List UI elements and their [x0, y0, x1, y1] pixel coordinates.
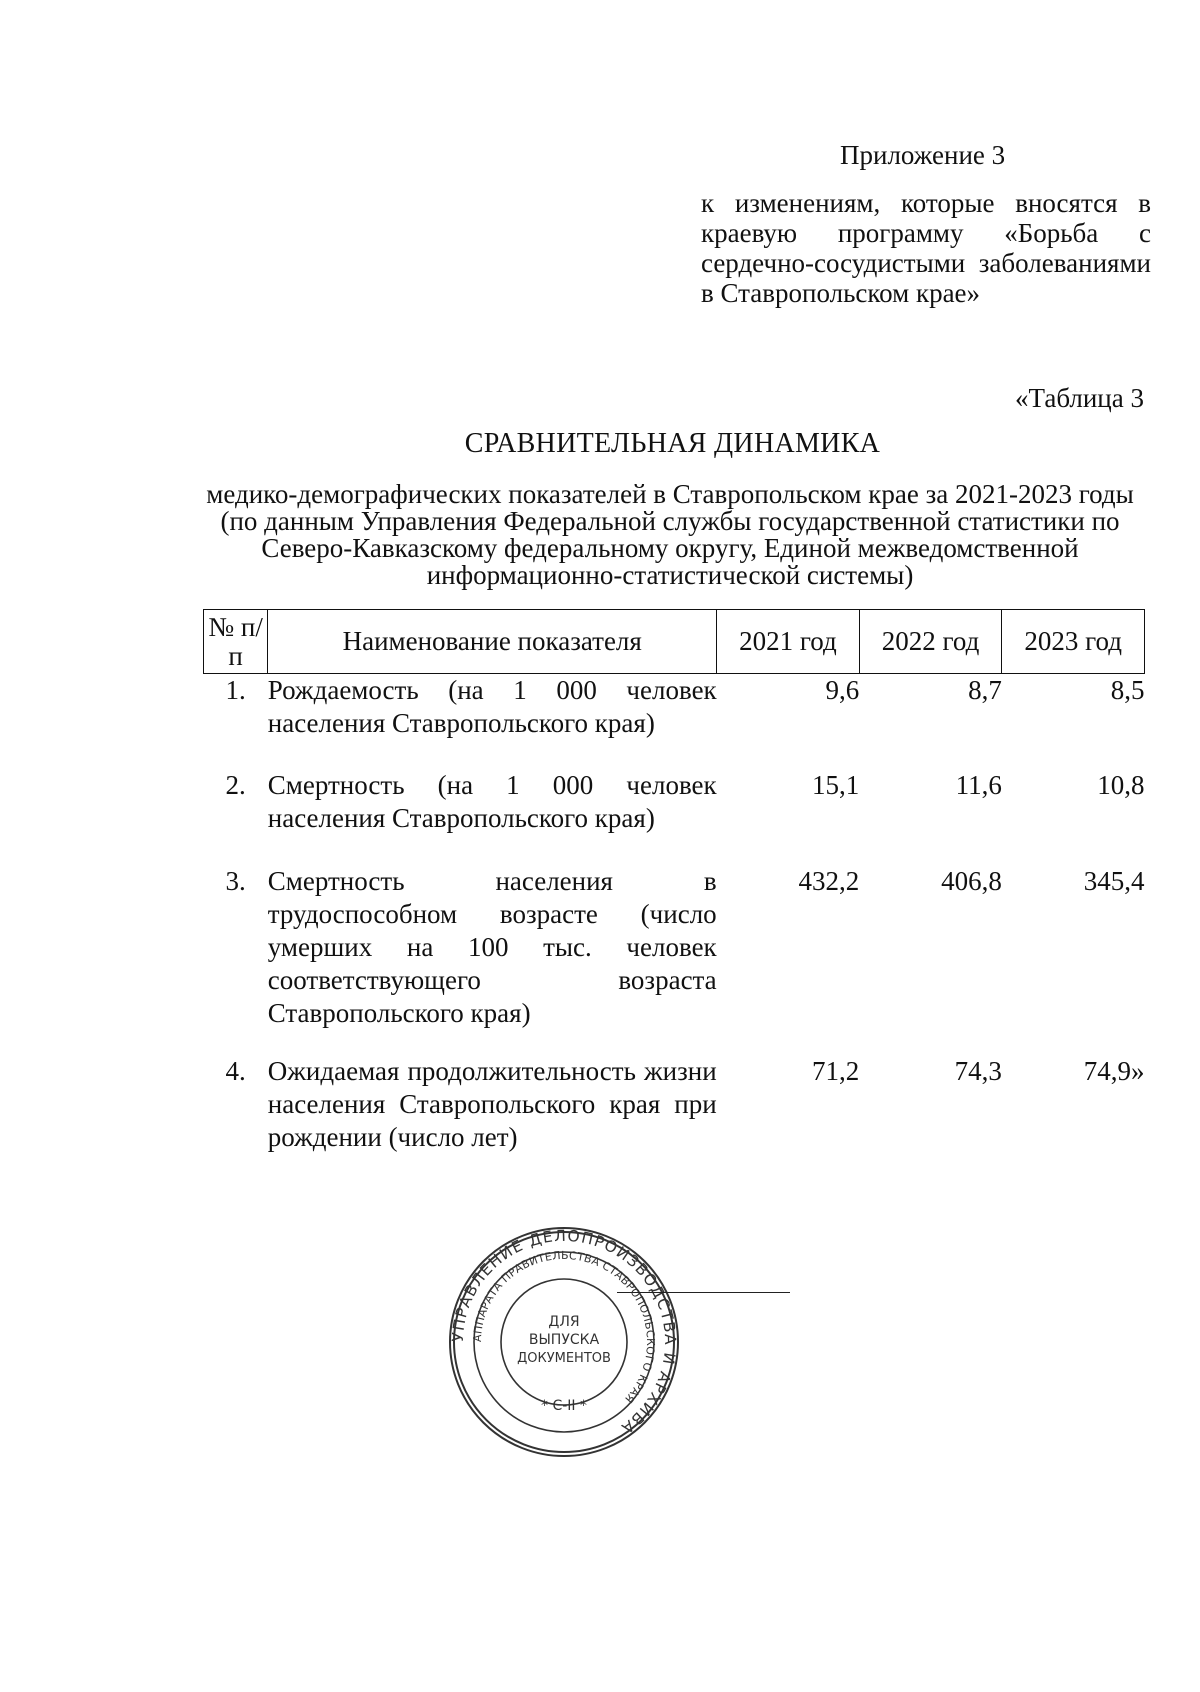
row-indicator-name: Смертность населения в трудоспособном возрасте (число умерших на 100 тыс. человек соответствующего возраста Ставропольского края) [267, 866, 717, 1028]
row-value-2023: 74,9» [1083, 1056, 1145, 1086]
row-value-2021: 71,2 [812, 1056, 860, 1086]
appendix-note: к изменениям, которые вносятся в краевую программу «Борьба с сердечно-сосудистыми заболеваниями в Ставропольском крае» [701, 188, 1151, 308]
stamp-center-line-1: ДЛЯ [548, 1314, 580, 1330]
appendix-title: Приложение 3 [840, 140, 1006, 170]
row-value-2022: 74,3 [954, 1056, 1002, 1086]
table-label: «Таблица 3 [1015, 383, 1144, 413]
row-number: 4. [225, 1056, 246, 1086]
row-indicator-name: Рождаемость (на 1 000 человек населения Ставропольского края) [267, 675, 717, 738]
official-stamp [448, 1226, 680, 1458]
stamp-center-line-2: ВЫПУСКА [528, 1332, 600, 1348]
stamp-center-line-3: ДОКУМЕНТОВ [517, 1351, 611, 1366]
header-2023: 2023 год [1002, 610, 1145, 674]
header-2022: 2022 год [859, 610, 1002, 674]
row-value-2021: 15,1 [812, 770, 860, 800]
row-number: 2. [225, 770, 246, 800]
stamp-outer-text: УПРАВЛЕНИЕ ДЕЛОПРОИЗВОДСТВА И АРХИВА [448, 1226, 680, 1438]
stamp-inner-text: АППАРАТА ПРАВИТЕЛЬСТВА СТАВРОПОЛЬСКОГО КРАЯ [470, 1248, 658, 1406]
table-row [204, 769, 1145, 865]
row-number: 1. [225, 675, 246, 705]
header-number: № п/п [204, 610, 268, 674]
stamp-code: * С-II * [541, 1398, 587, 1414]
indicators-table [203, 609, 1145, 1195]
header-2021: 2021 год [717, 610, 860, 674]
signature-line [617, 1292, 790, 1293]
table-row [204, 865, 1145, 1055]
row-value-2023: 8,5 [1110, 675, 1145, 705]
row-value-2023: 345,4 [1083, 866, 1145, 896]
row-value-2022: 406,8 [941, 866, 1002, 896]
row-value-2022: 11,6 [955, 770, 1002, 800]
row-value-2023: 10,8 [1097, 770, 1145, 800]
document-title: СРАВНИТЕЛЬНАЯ ДИНАМИКА [464, 428, 881, 459]
row-indicator-name: Смертность (на 1 000 человек населения Ставропольского края) [267, 770, 717, 833]
table-row [204, 674, 1145, 770]
header-indicator-name: Наименование показателя [268, 610, 717, 674]
table-header-row [204, 610, 1145, 674]
table-row [204, 1055, 1145, 1195]
row-value-2021: 9,6 [825, 675, 860, 705]
row-value-2022: 8,7 [968, 675, 1002, 705]
row-indicator-name: Ожидаемая продолжительность жизни населения Ставропольского края при рождении (число лет) [267, 1056, 717, 1152]
document-subtitle: медико-демографических показателей в Ставропольском крае за 2021-2023 годы (по данным Управления Федеральной службы государственной статистики по Северо-Кавказскому федеральному округу, Единой межведомственной информационно-статистической системы) [206, 479, 1134, 590]
row-value-2021: 432,2 [798, 866, 860, 896]
row-number: 3. [225, 866, 246, 896]
